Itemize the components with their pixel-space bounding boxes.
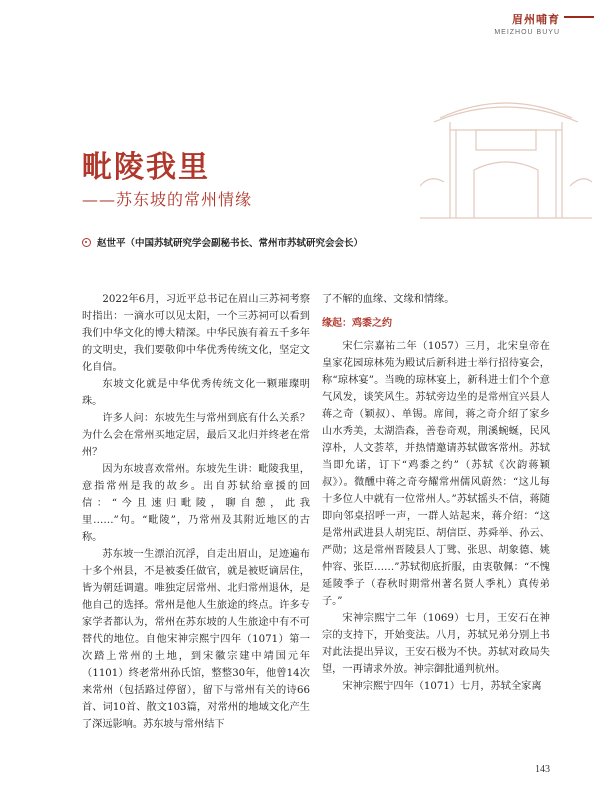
column-name-cn: 眉州哺育: [512, 13, 560, 26]
article-subtitle: ——苏东坡的常州情缘: [82, 190, 253, 209]
page-number: 143: [535, 764, 550, 775]
column-brand: [494, 11, 560, 36]
paragraph: 因为东坡喜欢常州。东坡先生讲：毗陵我里，意指常州是我的故乡。出自苏轼给章援的回信：“今且速归毗陵，聊自憩，此我里……”句。“毗陵”，乃常州及其附近地区的古称。: [82, 464, 310, 543]
right-column: [322, 291, 550, 695]
paragraph: 2022年6月，习近平总书记在眉山三苏祠考察时指出：一滴水可以见太阳，一个三苏祠可以看到我们中华文化的博大精深。中华民族有着五千多年的文明史，我们要敬仰中华优秀传统文化，坚定文化自信。: [82, 294, 310, 373]
author-line: [82, 235, 363, 249]
paragraph: 宋神宗熙宁二年（1069）七月，王安石在神宗的支持下，开始变法。八月，苏轼兄弟分别上书对此法提出异议，王安石极为不快。苏轼对政局失望，一再请求外放。神宗御批通判杭州。: [322, 613, 550, 675]
paragraph: 东坡文化就是中华优秀传统文化一颗璀璨明珠。: [82, 379, 310, 407]
left-column: [82, 291, 310, 733]
paragraph-continuation: 了不解的血缘、文缘和情缘。: [322, 294, 455, 305]
paragraph: 苏东坡一生漂泊沉浮，自走出眉山，足迹遍布十多个州县，不是被委任做官，就是被贬谪居住，皆为朝廷调遣。唯独定居常州、北归常州退休，是他自己的选择。常州是他人生旅途的终点。许多专家学者都认为，常州在苏东坡的人生旅途中有不可替代的地位。自他宋神宗熙宁四年（1071）第一次踏上常州的土地，到宋徽宗建中靖国元年（1101）终老常州孙氏馆，整整30年，他曾14次来常州（包括路过停留），留下与常州有关的诗66首、词10首、散文103篇，对常州的地域文化产生了深远影响。苏东坡与常州结下: [82, 549, 310, 730]
brand-accent-bar: [564, 16, 594, 18]
column-name-en: MEIZHOU BUYU: [494, 29, 560, 36]
author-text: 赵世平（中国苏轼研究学会副秘书长、常州市苏轼研究会会长）: [97, 238, 364, 249]
author-bullet-icon: [82, 238, 91, 247]
paragraph: 许多人问：东坡先生与常州到底有什么关系？为什么会在常州买地定居，最后又北归并终老在常州？: [82, 413, 310, 458]
paragraph: 宋神宗熙宁四年（1071）七月，苏轼全家离: [342, 681, 542, 692]
article-title: 毗陵我里: [82, 150, 210, 185]
paragraph: 宋仁宗嘉祐二年（1057）三月，北宋皇帝在皇家花园琼林苑为殿试后新科进士举行招待宴会，称“琼林宴”。当晚的琼林宴上，新科进士们个个意气风发，谈笑风生。苏轼旁边坐的是常州宜兴县人蒋之奇（颖叔）、单锡。席间，蒋之奇介绍了家乡山水秀美，太湖浩森，善卷奇观，荆溪蜿蜒，民风淳朴，人文荟萃，并热情邀请苏轼做客常州。苏轼当即允诺，订下“鸡黍之约”（苏轼《次韵蒋颖叔》）。微醺中蒋之奇夸耀常州儒风蔚然：“这儿每十多位人中就有一位常州人。”苏轼摇头不信，蒋随即向邻桌招呼一声，一群人站起来，蒋介绍：“这是常州武进县人胡宪臣、胡信臣、苏舜举、孙云、严勋；这是常州晋陵县人丁骘、张思、胡象德、姚仲容、张臣……”苏轼彻底折服，由衷敬佩：“不愧延陵季子（春秋时期常州著名贤人季札）真传弟子。”: [322, 341, 550, 607]
section-heading: 缘起：鸡黍之约: [322, 318, 392, 329]
archway-illustration: [420, 78, 592, 228]
